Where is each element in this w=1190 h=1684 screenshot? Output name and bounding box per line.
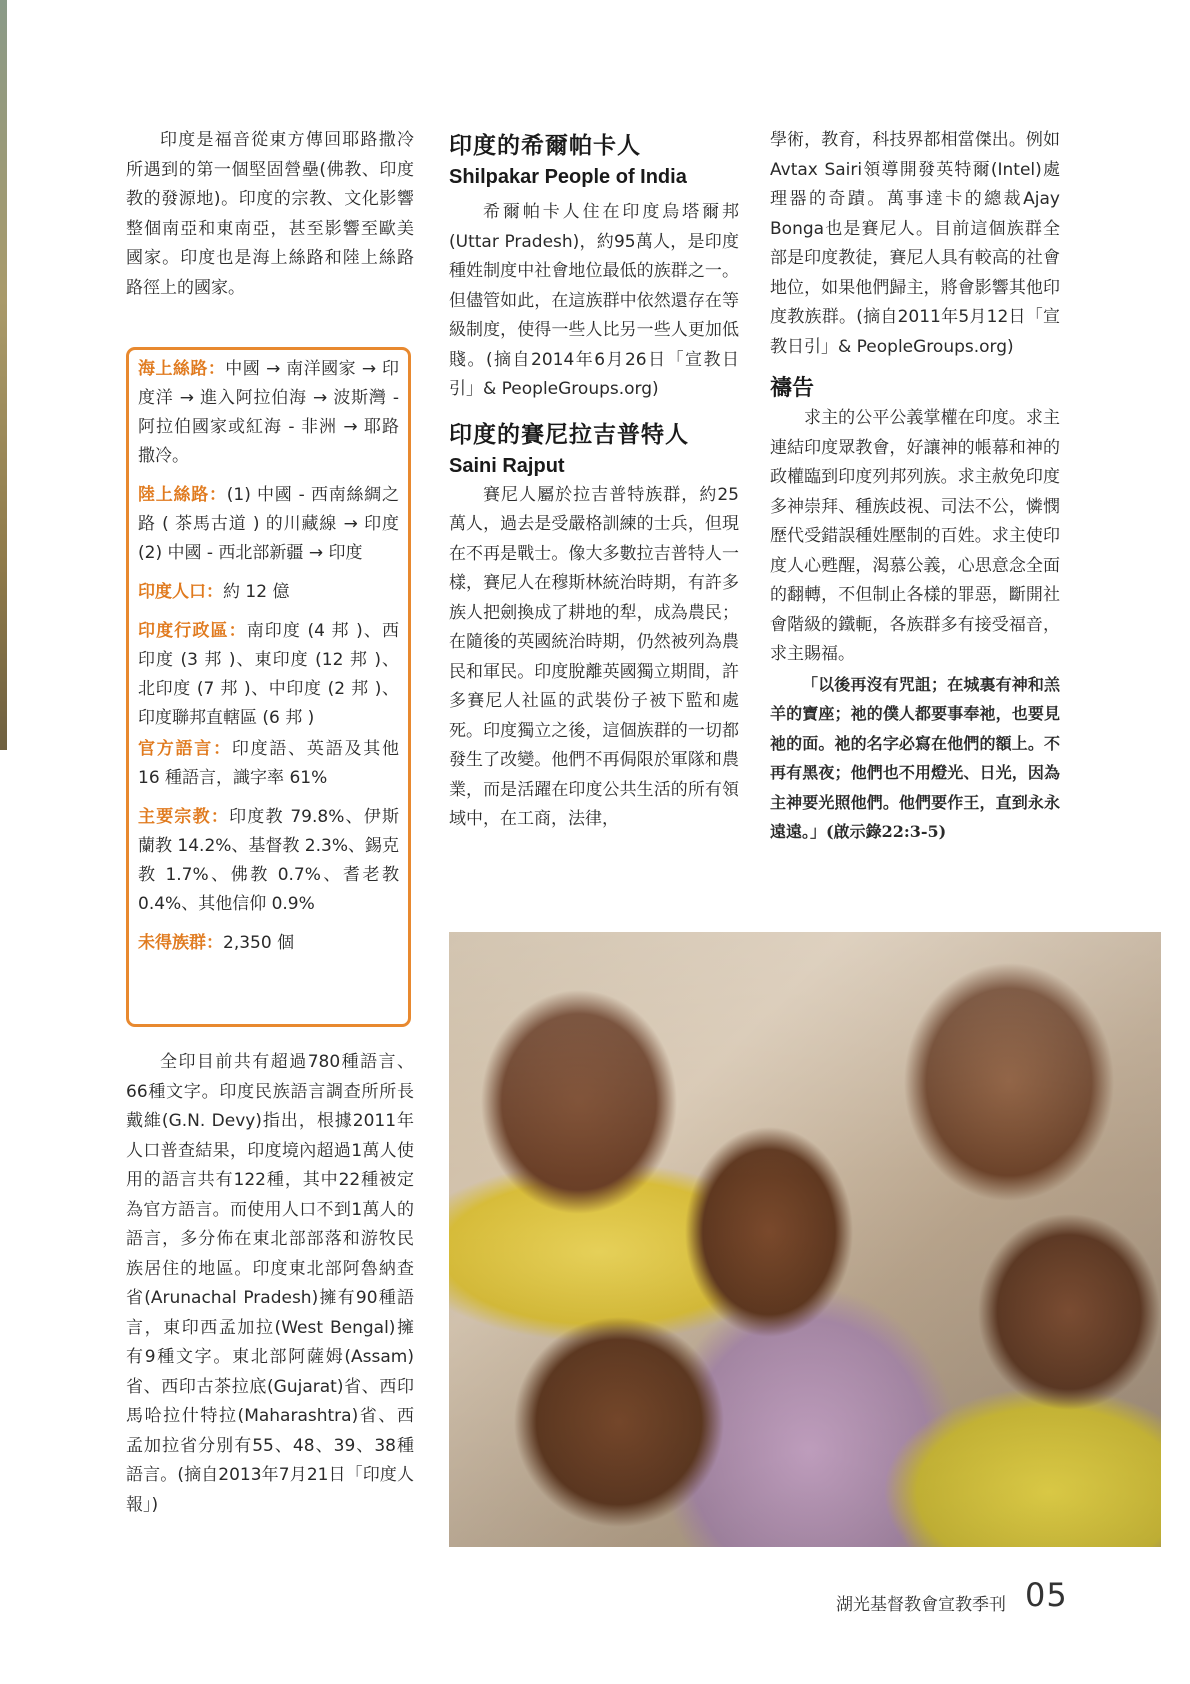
saini-title-zh: 印度的賽尼拉吉普特人	[449, 421, 689, 448]
column-middle	[449, 126, 739, 835]
page-number: 05	[1025, 1576, 1068, 1614]
intro-paragraph: 印度是福音從東方傳回耶路撒冷所遇到的第一個堅固營壘(佛教、印度教的發源地)。印度的宗教、文化影響整個南亞和東南亞，甚至影響至歐美國家。印度也是海上絲路和陸上絲路路徑上的國家。	[126, 130, 414, 298]
column-left-lower	[126, 1048, 414, 1520]
publication-title: 湖光基督教會宣教季刊	[836, 1595, 1006, 1615]
children-photo	[449, 932, 1161, 1547]
prayer-title: 禱告	[770, 376, 815, 401]
edge-photo-strip	[0, 0, 7, 750]
fact-unreached-groups: 未得族群：2,350 個	[138, 933, 295, 953]
fact-religions: 主要宗教：印度教 79.8%、伊斯蘭教 14.2%、基督教 2.3%、錫克教 1.7%、佛教 0.7%、耆老教 0.4%、其他信仰 0.9%	[138, 807, 400, 914]
facts-box	[126, 347, 411, 1027]
column-left	[126, 126, 414, 303]
saini-title-en: Saini Rajput	[449, 454, 565, 477]
fact-official-languages: 官方語言：印度語、英語及其他 16 種語言，識字率 61%	[138, 739, 400, 788]
fact-sea-silk-road: 海上絲路：中國 → 南洋國家 → 印度洋 → 進入阿拉伯海 → 波斯灣 - 阿拉伯國家或紅海 - 非洲 → 耶路撒冷。	[138, 359, 399, 466]
fact-regions: 印度行政區：南印度 (4 邦 )、西印度 (3 邦 )、東印度 (12 邦 )、北印度 (7 邦 )、中印度 (2 邦 )、印度聯邦直轄區 (6 邦 )	[138, 621, 400, 728]
column-right	[770, 126, 1060, 847]
shilpakar-title-en: Shilpakar People of India	[449, 166, 687, 188]
saini-body: 賽尼人屬於拉吉普特族群，約25萬人，過去是受嚴格訓練的士兵，但現在不再是戰士。像大多數拉吉普特人一樣，賽尼人在穆斯林統治時期，有許多族人把劍換成了耕地的犁，成為農民；在隨後的英國統治時期，仍然被列為農民和軍民。印度脫離英國獨立期間，許多賽尼人社區的武裝份子被下監和處死。印度獨立之後，這個族群的一切都發生了改變。他們不再侷限於軍隊和農業，而是活躍在印度公共生活的所有領域中，在工商，法律，	[449, 484, 739, 829]
languages-paragraph: 全印目前共有超過780種語言、66種文字。印度民族語言調查所所長戴維(G.N. Devy)指出，根據2011年人口普查結果，印度境內超過1萬人使用的語言共有122種，其中22種被定為官方語言。而使用人口不到1萬人的語言，多分佈在東北部部落和游牧民族居住的地區。印度東北部阿魯納查省(Arunachal Pradesh)擁有90種語言，東印西孟加拉(West Bengal)擁有9種文字。東北部阿薩姆(Assam)省、西印古茶拉底(Gujarat)省、西印馬哈拉什特拉(Maharashtra)省、西孟加拉省分別有55、48、39、38種語言。(摘自2013年7月21日「印度人報」)	[126, 1052, 414, 1515]
fact-population: 印度人口：約 12 億	[138, 582, 290, 602]
fact-land-silk-road: 陸上絲路：(1) 中國 - 西南絲綢之路 ( 茶馬古道 ) 的川藏線 → 印度 (2) 中國 - 西北部新疆 → 印度	[138, 485, 399, 563]
scripture-verse: 「以後再沒有咒詛；在城裏有神和羔羊的寶座；祂的僕人都要事奉祂，也要見祂的面。祂的名字必寫在他們的額上。不再有黑夜；他們也不用燈光、日光，因為主神要光照他們。他們要作王，直到永永遠遠。」(啟示錄22:3-5)	[770, 674, 1060, 841]
shilpakar-body: 希爾帕卡人住在印度烏塔爾邦(Uttar Pradesh)，約95萬人，是印度種姓制度中社會地位最低的族群之一。但儘管如此，在這族群中依然還存在等級制度，使得一些人比另一些人更加低賤。(摘自2014年6月26日「宣教日引」& PeopleGroups.org)	[449, 202, 739, 399]
saini-continued: 學術，教育，科技界都相當傑出。例如Avtax Sairi領導開發英特爾(Intel)處理器的奇蹟。萬事達卡的總裁Ajay Bonga也是賽尼人。目前這個族群全部是印度教徒，賽尼人具有較高的社會地位，如果他們歸主，將會影響其他印度教族群。(摘自2011年5月12日「宣教日引」& PeopleGroups.org)	[770, 130, 1060, 357]
shilpakar-title-zh: 印度的希爾帕卡人	[449, 133, 641, 159]
prayer-body: 求主的公平公義掌權在印度。求主連結印度眾教會，好讓神的帳幕和神的政權臨到印度列邦列族。求主赦免印度多神崇拜、種族歧視、司法不公，憐憫歷代受錯誤種姓壓制的百姓。求主使印度人心甦醒，渴慕公義，心思意念全面的翻轉，不但制止各樣的罪惡，斷開社會階級的鐵軛，各族群多有接受福音，求主賜福。	[770, 408, 1060, 664]
